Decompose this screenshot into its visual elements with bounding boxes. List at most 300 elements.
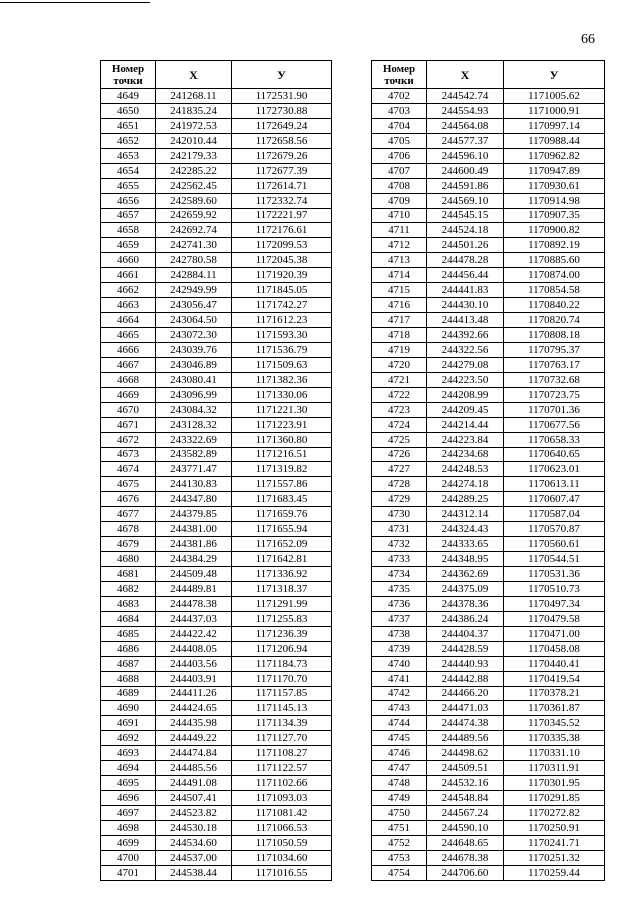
table-row bbox=[101, 148, 332, 163]
x-coordinate-cell: 243084.32 bbox=[156, 402, 232, 417]
x-coordinate-cell: 244485.56 bbox=[156, 761, 232, 776]
table-row bbox=[101, 537, 332, 552]
x-coordinate-cell: 244471.03 bbox=[427, 701, 504, 716]
point-number-cell: 4752 bbox=[372, 835, 427, 850]
table-row bbox=[372, 253, 605, 268]
y-coordinate-cell: 1170732.68 bbox=[504, 372, 605, 387]
table-row bbox=[101, 820, 332, 835]
point-number-cell: 4699 bbox=[101, 835, 156, 850]
point-number-cell: 4720 bbox=[372, 357, 427, 372]
table-row bbox=[101, 313, 332, 328]
x-coordinate-cell: 244567.24 bbox=[427, 806, 504, 821]
y-coordinate-cell: 1171034.60 bbox=[232, 850, 332, 865]
point-number-cell: 4672 bbox=[101, 432, 156, 447]
x-coordinate-cell: 242884.11 bbox=[156, 268, 232, 283]
point-number-cell: 4650 bbox=[101, 103, 156, 118]
point-number-cell: 4662 bbox=[101, 283, 156, 298]
y-coordinate-cell: 1170795.37 bbox=[504, 342, 605, 357]
y-coordinate-cell: 1170874.00 bbox=[504, 268, 605, 283]
x-coordinate-cell: 242010.44 bbox=[156, 133, 232, 148]
point-number-cell: 4744 bbox=[372, 716, 427, 731]
x-coordinate-cell: 244501.26 bbox=[427, 238, 504, 253]
y-coordinate-cell: 1170820.74 bbox=[504, 313, 605, 328]
point-number-cell: 4682 bbox=[101, 581, 156, 596]
x-coordinate-cell: 244347.80 bbox=[156, 492, 232, 507]
point-number-cell: 4685 bbox=[101, 626, 156, 641]
x-coordinate-cell: 241268.11 bbox=[156, 89, 232, 104]
table-row bbox=[372, 223, 605, 238]
table-row bbox=[372, 850, 605, 865]
table-row bbox=[372, 89, 605, 104]
table-row bbox=[372, 342, 605, 357]
table-row bbox=[101, 716, 332, 731]
point-number-cell: 4656 bbox=[101, 193, 156, 208]
table-row bbox=[372, 462, 605, 477]
y-coordinate-cell: 1170997.14 bbox=[504, 118, 605, 133]
table-row bbox=[372, 148, 605, 163]
x-coordinate-cell: 244590.10 bbox=[427, 820, 504, 835]
x-coordinate-cell: 243080.41 bbox=[156, 372, 232, 387]
point-number-cell: 4742 bbox=[372, 686, 427, 701]
y-coordinate-cell: 1170947.89 bbox=[504, 163, 605, 178]
table-row bbox=[101, 477, 332, 492]
point-number-cell: 4726 bbox=[372, 447, 427, 462]
table-row bbox=[101, 686, 332, 701]
x-coordinate-cell: 244441.83 bbox=[427, 283, 504, 298]
x-coordinate-cell: 244223.84 bbox=[427, 432, 504, 447]
y-coordinate-cell: 1170570.87 bbox=[504, 522, 605, 537]
y-coordinate-cell: 1171318.37 bbox=[232, 581, 332, 596]
x-coordinate-cell: 244208.99 bbox=[427, 387, 504, 402]
table-row bbox=[101, 522, 332, 537]
x-coordinate-cell: 244422.42 bbox=[156, 626, 232, 641]
x-coordinate-cell: 244542.74 bbox=[427, 89, 504, 104]
x-coordinate-cell: 242741.30 bbox=[156, 238, 232, 253]
table-row bbox=[372, 835, 605, 850]
y-coordinate-cell: 1171000.91 bbox=[504, 103, 605, 118]
table-row bbox=[101, 701, 332, 716]
table-row bbox=[372, 447, 605, 462]
table-row bbox=[101, 656, 332, 671]
point-number-cell: 4700 bbox=[101, 850, 156, 865]
point-number-cell: 4689 bbox=[101, 686, 156, 701]
table-row bbox=[372, 402, 605, 417]
y-coordinate-cell: 1172679.26 bbox=[232, 148, 332, 163]
y-coordinate-cell: 1171382.36 bbox=[232, 372, 332, 387]
table-row bbox=[372, 761, 605, 776]
x-coordinate-cell: 244507.41 bbox=[156, 791, 232, 806]
x-coordinate-cell: 244379.85 bbox=[156, 507, 232, 522]
point-number-cell: 4674 bbox=[101, 462, 156, 477]
x-coordinate-cell: 244478.28 bbox=[427, 253, 504, 268]
point-number-cell: 4703 bbox=[372, 103, 427, 118]
table-row bbox=[372, 641, 605, 656]
x-coordinate-cell: 244564.08 bbox=[427, 118, 504, 133]
point-number-cell: 4660 bbox=[101, 253, 156, 268]
y-coordinate-cell: 1171659.76 bbox=[232, 507, 332, 522]
point-number-cell: 4658 bbox=[101, 223, 156, 238]
x-coordinate-cell: 244322.56 bbox=[427, 342, 504, 357]
point-number-cell: 4698 bbox=[101, 820, 156, 835]
table-row bbox=[101, 342, 332, 357]
table-row bbox=[101, 328, 332, 343]
x-coordinate-cell: 242692.74 bbox=[156, 223, 232, 238]
y-coordinate-cell: 1171920.39 bbox=[232, 268, 332, 283]
table-row bbox=[372, 507, 605, 522]
table-row bbox=[101, 791, 332, 806]
table-row bbox=[372, 313, 605, 328]
table-row bbox=[372, 163, 605, 178]
y-coordinate-cell: 1170962.82 bbox=[504, 148, 605, 163]
table-row bbox=[101, 253, 332, 268]
y-coordinate-cell: 1170658.33 bbox=[504, 432, 605, 447]
point-number-cell: 4730 bbox=[372, 507, 427, 522]
point-number-cell: 4687 bbox=[101, 656, 156, 671]
x-coordinate-cell: 244466.20 bbox=[427, 686, 504, 701]
table-row bbox=[372, 671, 605, 686]
x-coordinate-cell: 244392.66 bbox=[427, 328, 504, 343]
y-coordinate-cell: 1172176.61 bbox=[232, 223, 332, 238]
point-number-cell: 4708 bbox=[372, 178, 427, 193]
table-row bbox=[101, 357, 332, 372]
point-number-cell: 4717 bbox=[372, 313, 427, 328]
y-coordinate-cell: 1172649.24 bbox=[232, 118, 332, 133]
header-x: X bbox=[427, 61, 504, 89]
table-row bbox=[101, 208, 332, 223]
table-row bbox=[101, 89, 332, 104]
y-coordinate-cell: 1171742.27 bbox=[232, 298, 332, 313]
x-coordinate-cell: 244430.10 bbox=[427, 298, 504, 313]
x-coordinate-cell: 243072.30 bbox=[156, 328, 232, 343]
x-coordinate-cell: 244403.56 bbox=[156, 656, 232, 671]
x-coordinate-cell: 244509.48 bbox=[156, 567, 232, 582]
table-row bbox=[101, 447, 332, 462]
y-coordinate-cell: 1172332.74 bbox=[232, 193, 332, 208]
y-coordinate-cell: 1170291.85 bbox=[504, 791, 605, 806]
table-row bbox=[101, 387, 332, 402]
y-coordinate-cell: 1171655.94 bbox=[232, 522, 332, 537]
x-coordinate-cell: 242589.60 bbox=[156, 193, 232, 208]
x-coordinate-cell: 244381.00 bbox=[156, 522, 232, 537]
x-coordinate-cell: 244411.26 bbox=[156, 686, 232, 701]
point-number-cell: 4713 bbox=[372, 253, 427, 268]
point-number-cell: 4738 bbox=[372, 626, 427, 641]
y-coordinate-cell: 1171236.39 bbox=[232, 626, 332, 641]
y-coordinate-cell: 1170640.65 bbox=[504, 447, 605, 462]
y-coordinate-cell: 1171612.23 bbox=[232, 313, 332, 328]
point-number-cell: 4721 bbox=[372, 372, 427, 387]
point-number-cell: 4667 bbox=[101, 357, 156, 372]
table-row bbox=[101, 298, 332, 313]
x-coordinate-cell: 244478.38 bbox=[156, 596, 232, 611]
y-coordinate-cell: 1170345.52 bbox=[504, 716, 605, 731]
point-number-cell: 4750 bbox=[372, 806, 427, 821]
point-number-cell: 4714 bbox=[372, 268, 427, 283]
y-coordinate-cell: 1171134.39 bbox=[232, 716, 332, 731]
x-coordinate-cell: 243582.89 bbox=[156, 447, 232, 462]
x-coordinate-cell: 244274.18 bbox=[427, 477, 504, 492]
y-coordinate-cell: 1170885.60 bbox=[504, 253, 605, 268]
x-coordinate-cell: 244428.59 bbox=[427, 641, 504, 656]
y-coordinate-cell: 1170544.51 bbox=[504, 552, 605, 567]
x-coordinate-cell: 244384.29 bbox=[156, 552, 232, 567]
y-coordinate-cell: 1170930.61 bbox=[504, 178, 605, 193]
table-row bbox=[101, 492, 332, 507]
point-number-cell: 4694 bbox=[101, 761, 156, 776]
table-row bbox=[101, 611, 332, 626]
point-number-cell: 4661 bbox=[101, 268, 156, 283]
point-number-cell: 4659 bbox=[101, 238, 156, 253]
point-number-cell: 4754 bbox=[372, 865, 427, 880]
point-number-cell: 4704 bbox=[372, 118, 427, 133]
table-row bbox=[101, 641, 332, 656]
point-number-cell: 4683 bbox=[101, 596, 156, 611]
x-coordinate-cell: 243056.47 bbox=[156, 298, 232, 313]
table-row bbox=[372, 567, 605, 582]
y-coordinate-cell: 1170892.19 bbox=[504, 238, 605, 253]
x-coordinate-cell: 244381.86 bbox=[156, 537, 232, 552]
table-row bbox=[372, 581, 605, 596]
x-coordinate-cell: 243096.99 bbox=[156, 387, 232, 402]
coordinates-table-right bbox=[371, 60, 605, 881]
table-row bbox=[101, 432, 332, 447]
table-row bbox=[101, 835, 332, 850]
table-row bbox=[372, 193, 605, 208]
y-coordinate-cell: 1172658.56 bbox=[232, 133, 332, 148]
x-coordinate-cell: 244498.62 bbox=[427, 746, 504, 761]
x-coordinate-cell: 243064.50 bbox=[156, 313, 232, 328]
point-number-cell: 4734 bbox=[372, 567, 427, 582]
y-coordinate-cell: 1170497.34 bbox=[504, 596, 605, 611]
point-number-cell: 4743 bbox=[372, 701, 427, 716]
point-number-cell: 4723 bbox=[372, 402, 427, 417]
y-coordinate-cell: 1171145.13 bbox=[232, 701, 332, 716]
x-coordinate-cell: 244489.56 bbox=[427, 731, 504, 746]
x-coordinate-cell: 244474.84 bbox=[156, 746, 232, 761]
x-coordinate-cell: 244523.82 bbox=[156, 806, 232, 821]
x-coordinate-cell: 244491.08 bbox=[156, 776, 232, 791]
point-number-cell: 4751 bbox=[372, 820, 427, 835]
top-rule bbox=[0, 2, 150, 3]
y-coordinate-cell: 1170840.22 bbox=[504, 298, 605, 313]
point-number-cell: 4695 bbox=[101, 776, 156, 791]
x-coordinate-cell: 242659.92 bbox=[156, 208, 232, 223]
x-coordinate-cell: 244489.81 bbox=[156, 581, 232, 596]
x-coordinate-cell: 244333.65 bbox=[427, 537, 504, 552]
point-number-cell: 4711 bbox=[372, 223, 427, 238]
point-number-cell: 4719 bbox=[372, 342, 427, 357]
point-number-cell: 4733 bbox=[372, 552, 427, 567]
point-number-cell: 4737 bbox=[372, 611, 427, 626]
x-coordinate-cell: 244234.68 bbox=[427, 447, 504, 462]
point-number-cell: 4675 bbox=[101, 477, 156, 492]
point-number-cell: 4655 bbox=[101, 178, 156, 193]
x-coordinate-cell: 241835.24 bbox=[156, 103, 232, 118]
y-coordinate-cell: 1171683.45 bbox=[232, 492, 332, 507]
point-number-cell: 4701 bbox=[101, 865, 156, 880]
x-coordinate-cell: 244545.15 bbox=[427, 208, 504, 223]
y-coordinate-cell: 1171127.70 bbox=[232, 731, 332, 746]
table-row bbox=[372, 133, 605, 148]
point-number-cell: 4724 bbox=[372, 417, 427, 432]
point-number-cell: 4671 bbox=[101, 417, 156, 432]
point-number-cell: 4710 bbox=[372, 208, 427, 223]
point-number-cell: 4692 bbox=[101, 731, 156, 746]
table-row bbox=[101, 507, 332, 522]
point-number-cell: 4673 bbox=[101, 447, 156, 462]
x-coordinate-cell: 244537.00 bbox=[156, 850, 232, 865]
y-coordinate-cell: 1170531.36 bbox=[504, 567, 605, 582]
point-number-cell: 4731 bbox=[372, 522, 427, 537]
x-coordinate-cell: 244386.24 bbox=[427, 611, 504, 626]
table-row bbox=[101, 746, 332, 761]
x-coordinate-cell: 244509.51 bbox=[427, 761, 504, 776]
y-coordinate-cell: 1172614.71 bbox=[232, 178, 332, 193]
y-coordinate-cell: 1170560.61 bbox=[504, 537, 605, 552]
x-coordinate-cell: 244209.45 bbox=[427, 402, 504, 417]
y-coordinate-cell: 1170701.36 bbox=[504, 402, 605, 417]
y-coordinate-cell: 1170479.58 bbox=[504, 611, 605, 626]
table-row bbox=[372, 791, 605, 806]
table-row bbox=[101, 178, 332, 193]
table-row bbox=[372, 417, 605, 432]
table-row bbox=[101, 133, 332, 148]
table-row bbox=[372, 731, 605, 746]
point-number-cell: 4749 bbox=[372, 791, 427, 806]
table-row bbox=[101, 567, 332, 582]
point-number-cell: 4722 bbox=[372, 387, 427, 402]
y-coordinate-cell: 1172730.88 bbox=[232, 103, 332, 118]
x-coordinate-cell: 244648.65 bbox=[427, 835, 504, 850]
y-coordinate-cell: 1171170.70 bbox=[232, 671, 332, 686]
x-coordinate-cell: 242780.58 bbox=[156, 253, 232, 268]
table-row bbox=[372, 716, 605, 731]
point-number-cell: 4681 bbox=[101, 567, 156, 582]
y-coordinate-cell: 1171081.42 bbox=[232, 806, 332, 821]
point-number-cell: 4729 bbox=[372, 492, 427, 507]
point-number-cell: 4664 bbox=[101, 313, 156, 328]
x-coordinate-cell: 244532.16 bbox=[427, 776, 504, 791]
x-coordinate-cell: 244569.10 bbox=[427, 193, 504, 208]
point-number-cell: 4736 bbox=[372, 596, 427, 611]
point-number-cell: 4657 bbox=[101, 208, 156, 223]
y-coordinate-cell: 1170250.91 bbox=[504, 820, 605, 835]
x-coordinate-cell: 244362.69 bbox=[427, 567, 504, 582]
table-row bbox=[101, 761, 332, 776]
table-row bbox=[372, 522, 605, 537]
x-coordinate-cell: 243046.89 bbox=[156, 357, 232, 372]
table-row bbox=[101, 671, 332, 686]
table-row bbox=[372, 626, 605, 641]
table-row bbox=[101, 581, 332, 596]
y-coordinate-cell: 1171291.99 bbox=[232, 596, 332, 611]
table-row bbox=[372, 477, 605, 492]
table-row bbox=[372, 387, 605, 402]
point-number-cell: 4668 bbox=[101, 372, 156, 387]
table-row bbox=[101, 238, 332, 253]
point-number-cell: 4718 bbox=[372, 328, 427, 343]
y-coordinate-cell: 1171108.27 bbox=[232, 746, 332, 761]
x-coordinate-cell: 244324.43 bbox=[427, 522, 504, 537]
y-coordinate-cell: 1170272.82 bbox=[504, 806, 605, 821]
point-number-cell: 4753 bbox=[372, 850, 427, 865]
table-row bbox=[372, 552, 605, 567]
table-row bbox=[372, 432, 605, 447]
y-coordinate-cell: 1171593.30 bbox=[232, 328, 332, 343]
point-number-cell: 4690 bbox=[101, 701, 156, 716]
point-number-cell: 4741 bbox=[372, 671, 427, 686]
y-coordinate-cell: 1171642.81 bbox=[232, 552, 332, 567]
x-coordinate-cell: 244378.36 bbox=[427, 596, 504, 611]
point-number-cell: 4665 bbox=[101, 328, 156, 343]
y-coordinate-cell: 1171157.85 bbox=[232, 686, 332, 701]
table-row bbox=[101, 372, 332, 387]
table-row bbox=[372, 208, 605, 223]
point-number-cell: 4709 bbox=[372, 193, 427, 208]
point-number-cell: 4748 bbox=[372, 776, 427, 791]
y-coordinate-cell: 1170723.75 bbox=[504, 387, 605, 402]
y-coordinate-cell: 1171536.79 bbox=[232, 342, 332, 357]
y-coordinate-cell: 1171652.09 bbox=[232, 537, 332, 552]
table-row bbox=[372, 298, 605, 313]
x-coordinate-cell: 244600.49 bbox=[427, 163, 504, 178]
table-row bbox=[372, 238, 605, 253]
point-number-cell: 4649 bbox=[101, 89, 156, 104]
header-point-number: Номер точки bbox=[101, 61, 156, 89]
table-row bbox=[101, 865, 332, 880]
y-coordinate-cell: 1170259.44 bbox=[504, 865, 605, 880]
table-row bbox=[372, 268, 605, 283]
table-row bbox=[372, 537, 605, 552]
table-row bbox=[372, 372, 605, 387]
point-number-cell: 4712 bbox=[372, 238, 427, 253]
x-coordinate-cell: 244554.93 bbox=[427, 103, 504, 118]
y-coordinate-cell: 1171845.05 bbox=[232, 283, 332, 298]
point-number-cell: 4739 bbox=[372, 641, 427, 656]
point-number-cell: 4745 bbox=[372, 731, 427, 746]
y-coordinate-cell: 1170677.56 bbox=[504, 417, 605, 432]
point-number-cell: 4746 bbox=[372, 746, 427, 761]
table-row bbox=[372, 611, 605, 626]
y-coordinate-cell: 1170361.87 bbox=[504, 701, 605, 716]
table-row bbox=[372, 686, 605, 701]
x-coordinate-cell: 244279.08 bbox=[427, 357, 504, 372]
y-coordinate-cell: 1170587.04 bbox=[504, 507, 605, 522]
point-number-cell: 4715 bbox=[372, 283, 427, 298]
point-number-cell: 4679 bbox=[101, 537, 156, 552]
point-number-cell: 4678 bbox=[101, 522, 156, 537]
x-coordinate-cell: 244706.60 bbox=[427, 865, 504, 880]
x-coordinate-cell: 244538.44 bbox=[156, 865, 232, 880]
table-row bbox=[372, 492, 605, 507]
x-coordinate-cell: 244348.95 bbox=[427, 552, 504, 567]
x-coordinate-cell: 244248.53 bbox=[427, 462, 504, 477]
point-number-cell: 4716 bbox=[372, 298, 427, 313]
y-coordinate-cell: 1170613.11 bbox=[504, 477, 605, 492]
point-number-cell: 4677 bbox=[101, 507, 156, 522]
x-coordinate-cell: 244130.83 bbox=[156, 477, 232, 492]
x-coordinate-cell: 244577.37 bbox=[427, 133, 504, 148]
x-coordinate-cell: 244591.86 bbox=[427, 178, 504, 193]
table-row bbox=[372, 118, 605, 133]
x-coordinate-cell: 243128.32 bbox=[156, 417, 232, 432]
y-coordinate-cell: 1170458.08 bbox=[504, 641, 605, 656]
x-coordinate-cell: 241972.53 bbox=[156, 118, 232, 133]
y-coordinate-cell: 1170510.73 bbox=[504, 581, 605, 596]
table-header-row bbox=[101, 61, 332, 89]
y-coordinate-cell: 1171050.59 bbox=[232, 835, 332, 850]
page-number: 66 bbox=[581, 32, 595, 47]
